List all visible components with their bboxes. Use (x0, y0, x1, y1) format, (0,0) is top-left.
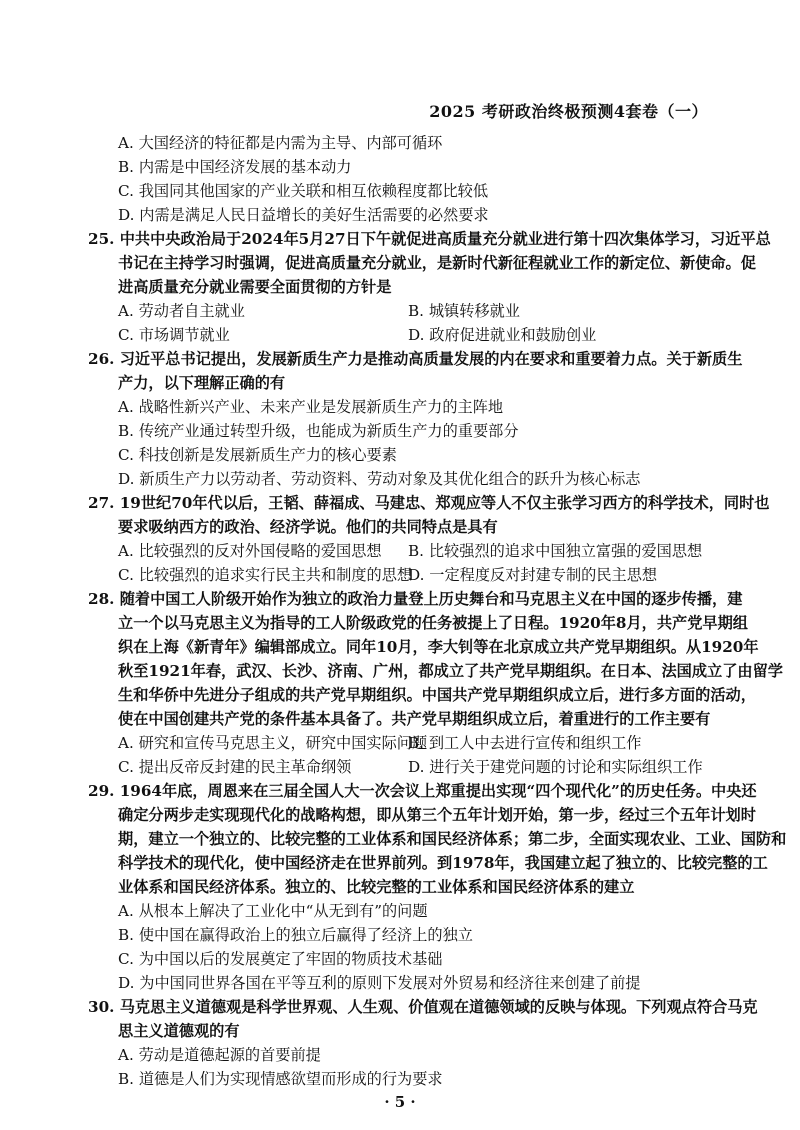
q24-option-d: D. 内需是满足人民日益增长的美好生活需要的必然要求 (118, 206, 489, 224)
q28-stem-line-6: 使在中国创建共产党的条件基本具备了。共产党早期组织成立后，着重进行的工作主要有 (118, 710, 711, 728)
q28-stem-line-3: 织在上海《新青年》编辑部成立。同年10月，李大钊等在北京成立共产党早期组织。从1920年 (118, 638, 759, 656)
q25-option-b: B. 城镇转移就业 (408, 302, 520, 320)
q26-stem-line-2: 产力，以下理解正确的有 (118, 374, 286, 392)
q25-option-c: C. 市场调节就业 (118, 326, 230, 344)
q25-stem-line-1: 25. 中共中央政治局于2024年5月27日下午就促进高质量充分就业进行第十四次集体学习，习近平总 (88, 230, 771, 248)
q26-option-a: A. 战略性新兴产业、未来产业是发展新质生产力的主阵地 (118, 398, 504, 416)
q30-option-b: B. 道德是人们为实现情感欲望而形成的行为要求 (118, 1070, 443, 1088)
q28-stem-line-1: 28. 随着中国工人阶级开始作为独立的政治力量登上历史舞台和马克思主义在中国的逐步传播，建 (88, 590, 743, 608)
q25-option-a: A. 劳动者自主就业 (118, 302, 245, 320)
q30-option-a: A. 劳动是道德起源的首要前提 (118, 1046, 321, 1064)
q26-option-b: B. 传统产业通过转型升级，也能成为新质生产力的重要部分 (118, 422, 519, 440)
q28-stem-line-5: 生和华侨中先进分子组成的共产党早期组织。中国共产党早期组织成立后，进行多方面的活动， (118, 686, 756, 704)
q29-option-a: A. 从根本上解决了工业化中“从无到有”的问题 (118, 902, 428, 920)
q27-stem-line-1: 27. 19世纪70年代以后，王韬、薛福成、马建忠、郑观应等人不仅主张学习西方的科学技术，同时也 (88, 494, 770, 512)
q29-option-d: D. 为中国同世界各国在平等互利的原则下发展对外贸易和经济往来创建了前提 (118, 974, 641, 992)
page-header-title: 2025 考研政治终极预测4套卷（一） (429, 102, 708, 121)
q24-option-b: B. 内需是中国经济发展的基本动力 (118, 158, 352, 176)
q28-option-d: D. 进行关于建党问题的讨论和实际组织工作 (408, 758, 703, 776)
q29-option-b: B. 使中国在赢得政治上的独立后赢得了经济上的独立 (118, 926, 473, 944)
q28-option-b: B. 到工人中去进行宣传和组织工作 (408, 734, 642, 752)
q25-stem-line-3: 进高质量充分就业需要全面贯彻的方针是 (118, 278, 392, 296)
q28-stem-line-4: 秋至1921年春，武汉、长沙、济南、广州，都成立了共产党早期组织。在日本、法国成立了由留学 (118, 662, 783, 680)
q24-option-a: A. 大国经济的特征都是内需为主导、内部可循环 (118, 134, 443, 152)
q27-option-d: D. 一定程度反对封建专制的民主思想 (408, 566, 658, 584)
q30-stem-line-1: 30. 马克思主义道德观是科学世界观、人生观、价值观在道德领域的反映与体现。下列观点符合马克 (88, 998, 758, 1016)
page-number: · 5 · (384, 1093, 416, 1111)
q28-option-a: A. 研究和宣传马克思主义，研究中国实际问题 (118, 734, 428, 752)
q27-option-c: C. 比较强烈的追求实行民主共和制度的思想 (118, 566, 413, 584)
q27-stem-line-2: 要求吸纳西方的政治、经济学说。他们的共同特点是具有 (118, 518, 498, 536)
q28-stem-line-2: 立一个以马克思主义为指导的工人阶级政党的任务被提上了日程。1920年8月，共产党早期组 (118, 614, 748, 632)
q29-stem-line-5: 业体系和国民经济体系。独立的、比较完整的工业体系和国民经济体系的建立 (118, 878, 635, 896)
q25-stem-line-2: 书记在主持学习时强调，促进高质量充分就业，是新时代新征程就业工作的新定位、新使命。促 (118, 254, 756, 272)
q29-stem-line-2: 确定分两步走实现现代化的战略构想，即从第三个五年计划开始，第一步，经过三个五年计划时 (118, 806, 756, 824)
q27-option-a: A. 比较强烈的反对外国侵略的爱国思想 (118, 542, 382, 560)
q26-option-c: C. 科技创新是发展新质生产力的核心要素 (118, 446, 397, 464)
q29-stem-line-1: 29. 1964年底，周恩来在三届全国人大一次会议上郑重提出实现“四个现代化”的历史任务。中央还 (88, 782, 757, 800)
q30-stem-line-2: 思主义道德观的有 (118, 1022, 240, 1040)
q29-stem-line-3: 期，建立一个独立的、比较完整的工业体系和国民经济体系；第二步，全面实现农业、工业、国防和 (118, 830, 787, 848)
q27-option-b: B. 比较强烈的追求中国独立富强的爱国思想 (408, 542, 703, 560)
q26-stem-line-1: 26. 习近平总书记提出，发展新质生产力是推动高质量发展的内在要求和重要着力点。关于新质生 (88, 350, 743, 368)
q26-option-d: D. 新质生产力以劳动者、劳动资料、劳动对象及其优化组合的跃升为核心标志 (118, 470, 641, 488)
q29-stem-line-4: 科学技术的现代化，使中国经济走在世界前列。到1978年，我国建立起了独立的、比较完整的工 (118, 854, 768, 872)
q28-option-c: C. 提出反帝反封建的民主革命纲领 (118, 758, 352, 776)
q24-option-c: C. 我国同其他国家的产业关联和相互依赖程度都比较低 (118, 182, 489, 200)
q29-option-c: C. 为中国以后的发展奠定了牢固的物质技术基础 (118, 950, 443, 968)
q25-option-d: D. 政府促进就业和鼓励创业 (408, 326, 597, 344)
